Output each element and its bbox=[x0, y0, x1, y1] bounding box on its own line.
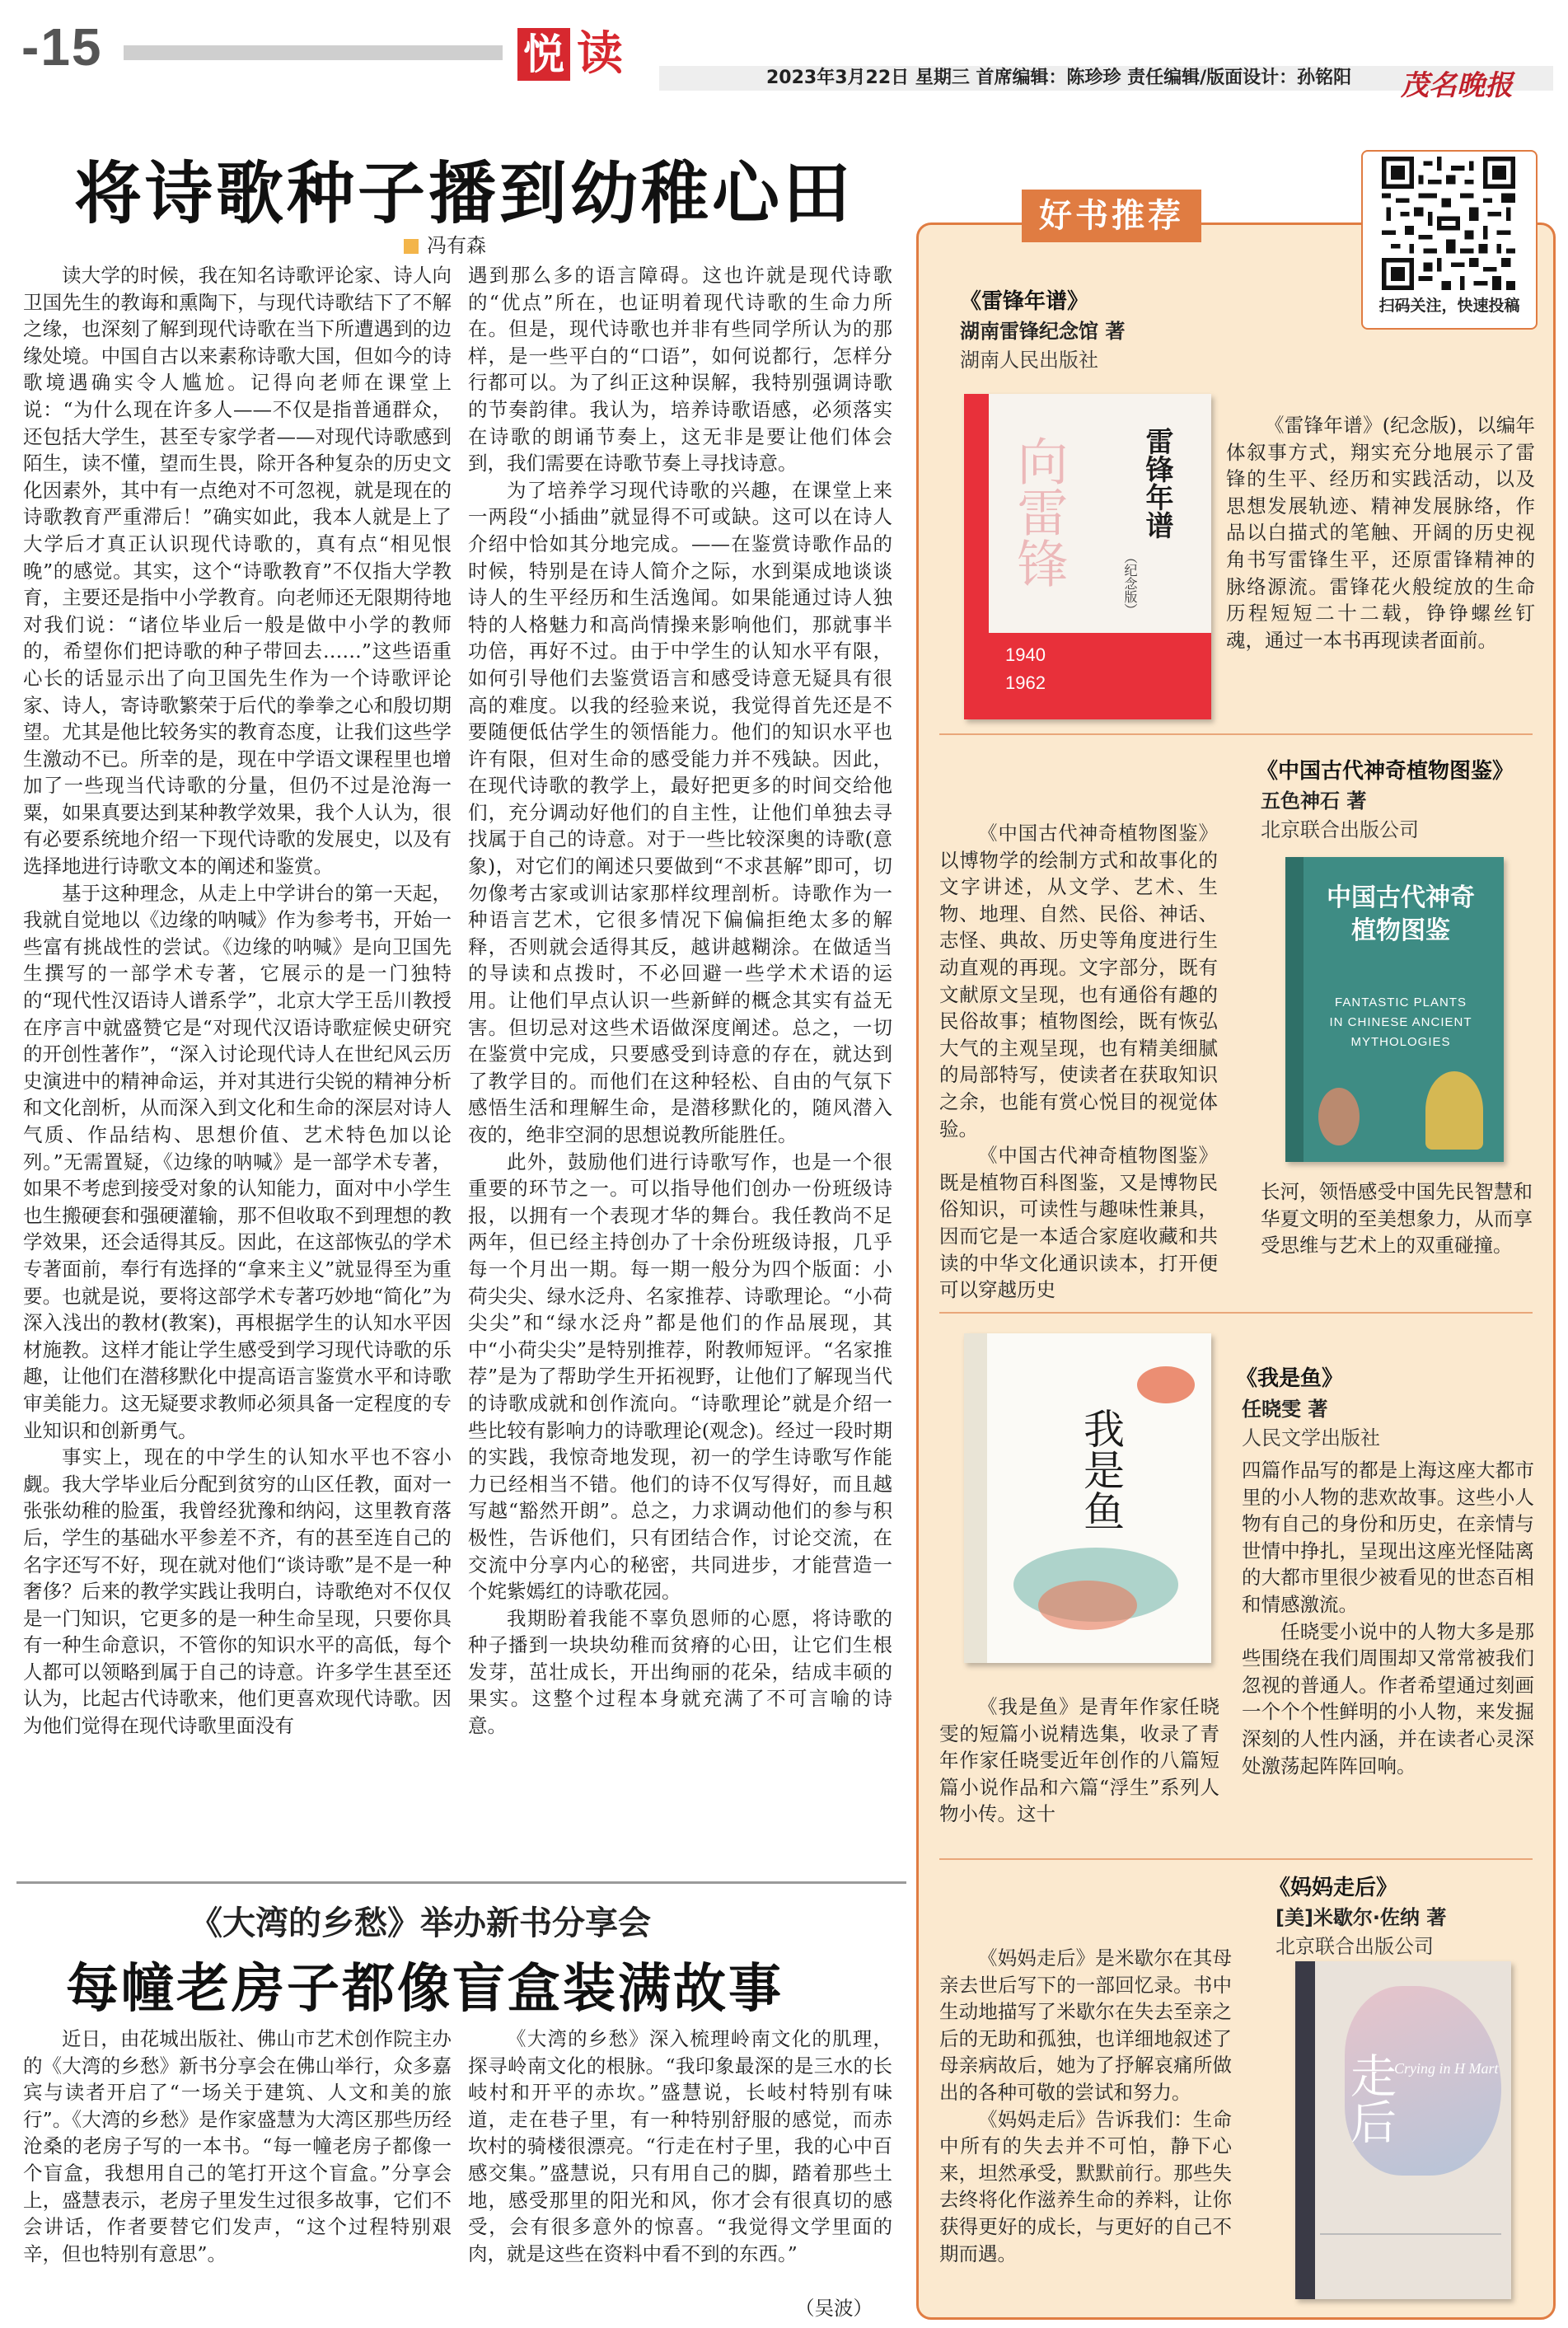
book-author: 湖南雷锋纪念馆 著 bbox=[960, 320, 1126, 343]
section-logo-box: 悦 bbox=[517, 28, 570, 81]
paragraph: 《大湾的乡愁》深入梳理岭南文化的肌理，探寻岭南文化的根脉。“我印象最深的是三水的长岐村和开平的赤坎。”盛慧说，长岐村特别有味道，走在巷子里，有一种特别舒服的感觉，而赤坎村的骑楼很漂亮。“行走在村子里，我的心中百感交集。”盛慧说，只有用自己的脚，踏着那些土地，感受那里的阳光和风，你才会有很真切的感受，会有很多意外的惊喜。“我觉得文学里面的肉，就是这些在资料中看不到的东西。” bbox=[468, 2027, 892, 2265]
book-separator bbox=[939, 733, 1533, 735]
cover-spine bbox=[1295, 1961, 1315, 2299]
book-title: 《中国古代神奇植物图鉴》 bbox=[1257, 759, 1514, 784]
book-description bbox=[1226, 412, 1535, 676]
cover-calligraphy: 向雷锋 bbox=[1009, 435, 1069, 588]
article-author bbox=[404, 229, 486, 258]
paragraph: 《雷锋年谱》(纪念版)，以编年体叙事方式，翔实充分地展示了雷锋的生平、经历和实践活动，以及思想发展轨迹、精神发展脉络，作品以白描式的笔触、开阔的历史视角书写雷锋生平，还原雷锋精神的脉络源流。雷锋花火般绽放的生命历程短短二十二载，铮铮螺丝钉魂，通过一本书再现读者面前。 bbox=[1226, 414, 1535, 652]
book-author: 任晓雯 著 bbox=[1242, 1398, 1328, 1421]
paragraph: 长河，领悟感受中国先民智慧和华夏文明的至美想象力，从而享受思维与艺术上的双重碰撞。 bbox=[1261, 1180, 1533, 1258]
book-title: 《我是鱼》 bbox=[1236, 1366, 1344, 1391]
book-title: 《妈妈走后》 bbox=[1269, 1876, 1398, 1900]
book-description-tail bbox=[1261, 1178, 1533, 1290]
article-divider bbox=[16, 1881, 906, 1884]
book-description-left bbox=[939, 1693, 1219, 1858]
cover-english-title: Crying in H Mart bbox=[1394, 2060, 1499, 2077]
paragraph: 任晓雯小说中的人物大多是那些围绕在我们周围却又常常被我们忽视的普通人。作者希望通过刻画一个个个性鲜明的小人物，来发掘深刻的人性内涵，并在读者心灵深处激荡起阵阵回响。 bbox=[1242, 1619, 1534, 1778]
author-marker-icon bbox=[404, 239, 419, 254]
cover-title: 我是鱼 bbox=[1077, 1408, 1125, 1531]
book-cover-mother bbox=[1295, 1961, 1511, 2299]
cover-title: 中国古代神奇植物图鉴 bbox=[1327, 883, 1475, 945]
book-cover-plants bbox=[1285, 857, 1504, 1162]
article2-subtitle: 《大湾的乡愁》举办新书分享会 bbox=[190, 1904, 651, 1942]
paragraph: 基于这种理念，从走上中学讲台的第一天起，我就自觉地以《边缘的呐喊》作为参考书，开始一些富有挑战性的尝试。《边缘的呐喊》是向卫国先生撰写的一部学术专著，它展示的是一门独特的“现代性汉语诗人谱系学”，北京大学王岳川教授在序言中就盛赞它是“对现代汉语诗歌症候史研究的开创性著作”，“深入讨论现代诗人在世纪风云历史演进中的精神命运，并对其进行尖锐的精神分析和文化剖析，从而深入到文化和生命的深层对诗人气质、作品结构、思想价值、艺术特色加以论列。”无需置疑，《边缘的呐喊》是一部学术专著，如果不考虑到接受对象的认知能力，面对中小学生也生搬硬套和强硬灌输，那不但收取不到理想的教学效果，还会适得其反。因此，在这部恢弘的学术专著面前，奉行有选择的“拿来主义”就显得至为重要。也就是说，要将这部学术专著巧妙地“简化”为深入浅出的教材(教案)，再根据学生的认知水平因材施教。这样才能让学生感受到学习现代诗歌的乐趣，让他们在潜移默化中提高语言鉴赏水平和诗歌审美能力。这无疑要求教师必须具备一定程度的专业知识和创新勇气。 bbox=[23, 881, 452, 1442]
cover-english-title: FANTASTIC PLANTS IN CHINESE ANCIENT MYTHOLOGIES bbox=[1329, 995, 1472, 1049]
header-info: 2023年3月22日 星期三 首席编辑：陈珍珍 责任编辑/版面设计：孙铭阳 bbox=[766, 68, 1352, 88]
paragraph: 《中国古代神奇植物图鉴》既是植物百科图鉴，又是博物民俗知识，可读性与趣味性兼具，因而它是一本适合家庭收藏和共读的中华文化通识读本，打开便可以穿越历史 bbox=[939, 1144, 1218, 1302]
paragraph: 事实上，现在的中学生的认知水平也不容小觑。我大学毕业后分配到贫穷的山区任教，面对一张张幼稚的脸蛋，我曾经犹豫和纳闷，这里教育落后，学生的基础水平参差不齐，有的甚至连自己的名字还写不好，现在就对他们“谈诗歌”是不是一种奢侈？后来的教学实践让我明白，诗歌绝对不仅仅是一门知识，它更多的是一种生命呈现，只要你具有一种生命意识，不管你的知识水平的高低，每个人都可以领略到属于自己的诗意。许多学生甚至还认为，比起古代诗歌来，他们更喜欢现代诗歌。因为他们觉得在现代诗歌里面没有 bbox=[23, 1445, 452, 1738]
article2-column-2 bbox=[468, 2026, 892, 2314]
qr-code-label: 扫码关注，快速投稿 bbox=[1378, 297, 1520, 315]
book-separator bbox=[939, 1312, 1533, 1314]
paragraph: 《中国古代神奇植物图鉴》以博物学的绘制方式和故事化的文字讲述，从文学、艺术、生物、地理、自然、民俗、神话、志怪、典故、历史等角度进行生动直观的再现。文字部分，既有文献原文呈现，也有通俗有趣的民俗故事；植物图绘，既有恢弘大气的主观呈现，也有精美细腻的局部特写，使读者在获取知识之余，也能有赏心悦目的视觉体验。 bbox=[939, 822, 1218, 1141]
panel-tag: 好书推荐 bbox=[1022, 190, 1201, 242]
author-name: 冯有森 bbox=[427, 234, 486, 257]
cover-spine bbox=[964, 394, 989, 719]
header-rule bbox=[124, 45, 503, 60]
book-description bbox=[1242, 1457, 1534, 1869]
book-separator bbox=[939, 1858, 1533, 1860]
book-author: [美]米歇尔·佐纳 著 bbox=[1275, 1906, 1447, 1929]
section-logo-text: 读 bbox=[577, 27, 623, 81]
cover-spine bbox=[1285, 857, 1304, 1162]
paragraph: 为了培养学习现代诗歌的兴趣，在课堂上来一两段“小插曲”就显得不可或缺。这可以在诗人介绍中恰如其分地完成。——在鉴赏诗歌作品的时候，特别是在诗人简介之际，水到渠成地谈谈诗人的生平经历和生活逸闻。如果能通过诗人独特的人格魅力和高尚情操来影响他们，那就事半功倍，再好不过。由于中学生的认知水平有限，如何引导他们去鉴赏语言和感受诗意无疑具有很高的难度。以我的经验来说，我觉得首先还是不要随便低估学生的领悟能力。他们的知识水平也许有限，但对生命的感受能力并不残缺。因此，在现代诗歌的教学上，最好把更多的时间交给他们，充分调动好他们的自主性，让他们单独去寻找属于自己的诗意。对于一些比较深奥的诗歌(意象)，对它们的阐述只要做到“不求甚解”即可，切勿像考古家或训诂家那样纹理剖析。诗歌作为一种语言艺术，它很多情况下偏偏拒绝太多的解释，否则就会适得其反，越讲越糊涂。在做适当的导读和点拨时，不必回避一些学术术语的运用。让他们早点认识一些新鲜的概念其实有益无害。但切忌对这些术语做深度阐述。总之，一切在鉴赏中完成，只要感受到诗意的存在，就达到了教学目的。而他们在这种轻松、自由的气氛下感悟生活和理解生命，是潜移默化的，随风潜入夜的，绝非空洞的思想说教所能胜任。 bbox=[468, 478, 892, 1146]
book-cover-fish bbox=[964, 1333, 1211, 1663]
paragraph: 我期盼着我能不辜负恩师的心愿，将诗歌的种子播到一块块幼稚而贫瘠的心田，让它们生根发芽，茁壮成长，开出绚丽的花朵，结成丰硕的果实。这整个过程本身就充满了不可言喻的诗意。 bbox=[468, 1606, 892, 1738]
book-publisher: 人民文学出版社 bbox=[1242, 1426, 1380, 1450]
paragraph: 《我是鱼》是青年作家任晓雯的短篇小说精选集，收录了青年作家任晓雯近年创作的八篇短篇小说作品和六篇“浮生”系列人物小传。这十 bbox=[939, 1695, 1219, 1826]
paragraph: 近日，由花城出版社、佛山市艺术创作院主办的《大湾的乡愁》新书分享会在佛山举行，众多嘉宾与读者开启了“一场关于建筑、人文和美的旅行”。《大湾的乡愁》是作家盛慧为大湾区那些历经沧桑的老房子写的一本书。“每一幢老房子都像一个盲盒，我想用自己的笔打开这个盲盒。”分享会上，盛慧表示，老房子里发生过很多故事，它们不会讲话，作者要替它们发声，“这个过程特别艰辛，但也特别有意思”。 bbox=[23, 2027, 452, 2265]
paragraph: 遇到那么多的语言障碍。这也许就是现代诗歌的“优点”所在，也证明着现代诗歌的生命力所在。但是，现代诗歌也并非有些同学所认为的那样，是一些平白的“口语”，如何说都行，怎样分行都可以。为了纠正这种误解，我特别强调诗歌的节奏韵律。我认为，培养诗歌语感，必须落实在诗歌的朗诵节奏上，这无非是要让他们体会到，我们需要在诗歌节奏上寻找诗意。 bbox=[468, 264, 892, 475]
book-publisher: 北京联合出版公司 bbox=[1261, 818, 1419, 841]
cover-title: 走后 bbox=[1343, 2052, 1397, 2144]
cover-title: 雷锋年谱 bbox=[1140, 427, 1173, 539]
cover-plant-illustration bbox=[1425, 1071, 1483, 1150]
cover-fish-illustration bbox=[1137, 1366, 1195, 1403]
newspaper-logo: 茂名晚报 bbox=[1401, 69, 1513, 102]
section-logo bbox=[517, 23, 658, 81]
book-description bbox=[939, 820, 1218, 1302]
cover-spine bbox=[964, 1333, 987, 1663]
paragraph: 《妈妈走后》告诉我们：生命中所有的失去并不可怕，静下心来，坦然承受，默默前行。那些失去终将化作滋养生命的养料，让你获得更好的成长，与更好的自己不期而遇。 bbox=[939, 2107, 1232, 2265]
cover-flower-illustration bbox=[1318, 1088, 1360, 1145]
book-title: 《雷锋年谱》 bbox=[960, 289, 1089, 314]
qr-code-icon[interactable] bbox=[1374, 157, 1523, 290]
book-publisher: 湖南人民出版社 bbox=[960, 349, 1098, 372]
cover-subtitle: （纪念版） bbox=[1122, 550, 1138, 616]
book-publisher: 北京联合出版公司 bbox=[1275, 1935, 1434, 1958]
book-description bbox=[939, 1945, 1232, 2303]
paragraph: 四篇作品写的都是上海这座大都市里的小人物的悲欢故事。这些小人物有自己的身份和历史，在亲情与世情中挣扎，呈现出这座光怪陆离的大都市里很少被看见的世态百相和情感激流。 bbox=[1242, 1459, 1534, 1616]
book-author: 五色神石 著 bbox=[1261, 789, 1367, 813]
page-number: -15 bbox=[21, 17, 103, 77]
article-column-1 bbox=[23, 262, 452, 1869]
article2-title: 每幢老房子都像盲盒装满故事 bbox=[66, 1959, 784, 2020]
paragraph: 读大学的时候，我在知名诗歌评论家、诗人向卫国先生的教诲和熏陶下，与现代诗歌结下了不解之缘，也深刻了解到现代诗歌在当下所遭遇到的边缘处境。中国自古以来素称诗歌大国，但如今的诗歌境遇确实令人尴尬。记得向老师在课堂上说：“为什么现在许多人——不仅是指普通群众，还包括大学生，甚至专家学者——对现代诗歌感到陌生，读不懂，望而生畏，除开各种复杂的历史文化因素外，其中有一点绝对不可忽视，就是现在的诗歌教育严重滞后！”确实如此，我本人就是上了大学后才真正认识现代诗歌的，真有点“相见恨晚”的感觉。其实，这个“诗歌教育”不仅指大学教育，主要还是指中小学教育。向老师还无限期待地对我们说：“诸位毕业后一般是做中小学的教师的，希望你们把诗歌的种子带回去……”这些语重心长的话显示出了向卫国先生作为一个诗歌评论家、诗人，寄诗歌繁荣于后代的拳拳之心和殷切期望。尤其是他比较务实的教育态度，让我们这些学生激动不已。所幸的是，现在中学语文课程里也增加了一些现当代诗歌的分量，但仍不过是沧海一粟，如果真要达到某种教学效果，我个人认为，很有必要系统地介绍一下现代诗歌的发展史，以及有选择地进行诗歌文本的阐述和鉴赏。 bbox=[23, 264, 452, 878]
cover-blurb-area bbox=[1320, 2233, 1501, 2283]
paragraph: 《妈妈走后》是米歇尔在其母亲去世后写下的一部回忆录。书中生动地描写了米歇尔在失去至亲之后的无助和孤独，也详细地叙述了母亲病故后，她为了抒解哀痛所做出的各种可敬的尝试和努力。 bbox=[939, 1946, 1232, 2104]
cover-years: 1940 1962 bbox=[1005, 644, 1046, 693]
book-cover-leifeng bbox=[964, 394, 1211, 719]
article2-signoff: （吴波） bbox=[795, 2297, 873, 2320]
paragraph: 此外，鼓励他们进行诗歌写作，也是一个很重要的环节之一。可以指导他们创办一份班级诗报，以拥有一个表现才华的舞台。我任教尚不足两年，但已经主持创办了十余份班级诗报，几乎每一个月出一期。每一期一般分为四个版面：小荷尖尖、绿水泛舟、名家推荐、诗歌理论。“小荷尖尖”和“绿水泛舟”都是他们的作品展现，其中“小荷尖尖”是特别推荐，附教师短评。“名家推荐”是为了帮助学生开拓视野，让他们了解现当代的诗歌成就和创作流向。“诗歌理论”就是介绍一些比较有影响力的诗歌理论(观念)。经过一段时期的实践，我惊奇地发现，初一的学生诗歌写作能力已经相当不错。他们的诗不仅写得好，而且越写越“豁然开朗”。总之，力求调动他们的参与积极性，告诉他们，只有团结合作，讨论交流，在交流中分享内心的秘密，共同进步，才能营造一个姹紫嫣红的诗歌花园。 bbox=[468, 1150, 892, 1604]
article2-column-1 bbox=[23, 2026, 452, 2314]
cover-fish-illustration-2 bbox=[1038, 1581, 1137, 1630]
article-title: 将诗歌种子播到幼稚心田 bbox=[74, 155, 854, 233]
article-column-2 bbox=[468, 262, 892, 1869]
page-header bbox=[0, 0, 1568, 102]
